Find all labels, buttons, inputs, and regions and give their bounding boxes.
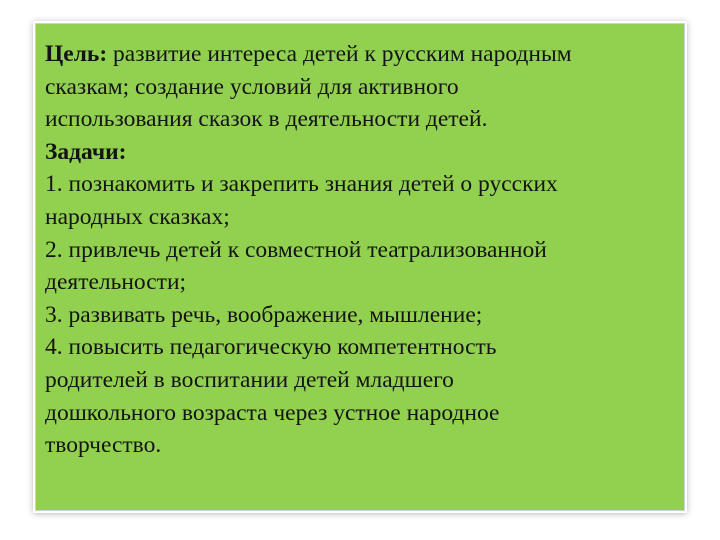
task-2-line-1: 2. привлечь детей к совместной театрализованной xyxy=(45,236,547,263)
goal-text-2: сказкам; создание условий для активного xyxy=(45,73,459,100)
task-2-line-2: деятельности; xyxy=(45,269,187,296)
goal-text-3: использования сказок в деятельности детей. xyxy=(45,106,488,133)
tasks-label: Задачи: xyxy=(45,138,127,165)
task-4-line-1: 4. повысить педагогическую компетентность xyxy=(45,334,497,361)
text-panel xyxy=(35,23,685,511)
task-1-line-1: 1. познакомить и закрепить знания детей о русских xyxy=(45,171,558,198)
task-3-line-1: 3. развивать речь, воображение, мышление; xyxy=(45,301,483,328)
goal-line-1 xyxy=(45,38,674,71)
task-1-line-2: народных сказках; xyxy=(45,203,230,230)
goal-text-1: развитие интереса детей к русским народным xyxy=(107,41,572,67)
task-4-line-4: творчество. xyxy=(45,432,162,459)
task-4-line-2: родителей в воспитании детей младшего xyxy=(45,366,454,393)
task-4-line-3: дошкольного возраста через устное народное xyxy=(45,399,500,426)
goal-label: Цель: xyxy=(45,41,108,67)
text-block xyxy=(45,38,674,462)
